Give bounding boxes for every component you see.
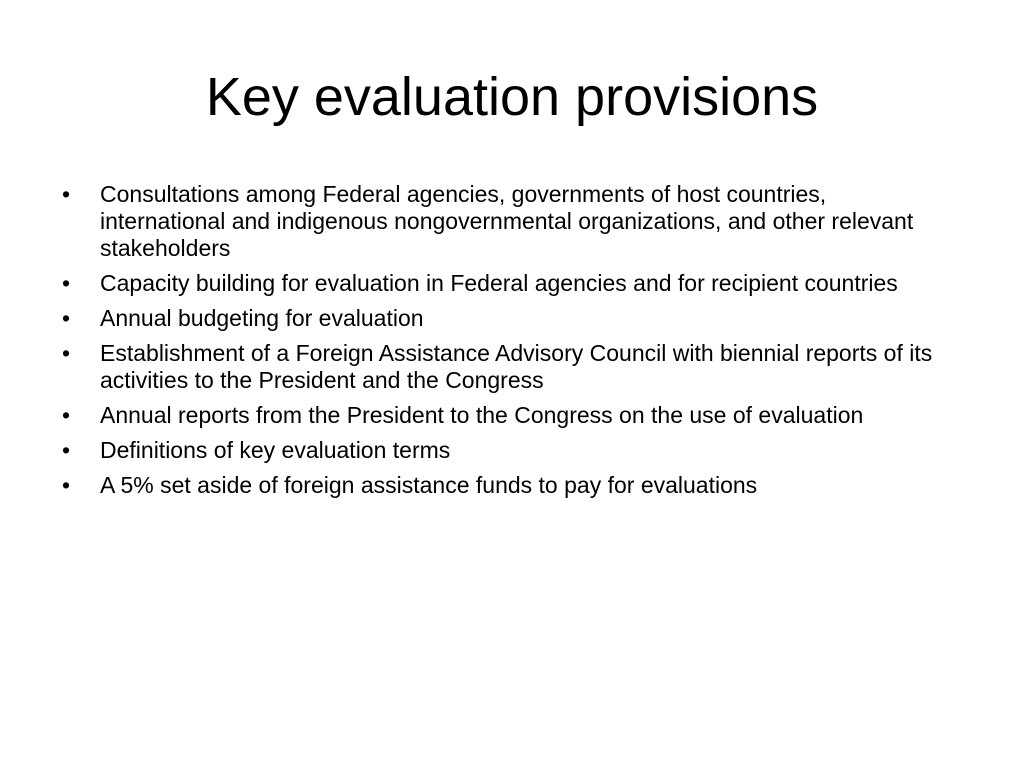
bullet-text: Annual reports from the President to the Congress on the use of evaluation (100, 402, 864, 428)
bullet-mark: • (62, 270, 71, 296)
bullet-item (54, 305, 954, 332)
bullet-mark: • (62, 305, 71, 331)
bullet-item (54, 472, 954, 499)
bullet-text: Definitions of key evaluation terms (100, 437, 451, 463)
bullet-text: Consultations among Federal agencies, governments of host countries, international and indigenous nongovernmental organizations, and other relevant stakeholders (100, 181, 914, 261)
bullet-mark: • (62, 472, 71, 498)
bullet-text: Annual budgeting for evaluation (100, 305, 424, 331)
bullet-text: Capacity building for evaluation in Federal agencies and for recipient countries (100, 270, 898, 296)
bullet-item (54, 437, 954, 464)
bullet-text: Establishment of a Foreign Assistance Advisory Council with biennial reports of its activities to the President and the Congress (100, 340, 933, 393)
bullet-mark: • (62, 402, 71, 428)
bullet-mark: • (62, 437, 71, 463)
bullet-item (54, 181, 954, 262)
bullet-list (54, 181, 954, 507)
bullet-mark: • (62, 340, 71, 366)
slide-title: Key evaluation provisions (205, 67, 819, 127)
bullet-text: A 5% set aside of foreign assistance funds to pay for evaluations (100, 472, 758, 498)
bullet-mark: • (62, 181, 71, 207)
bullet-item (54, 340, 954, 394)
bullet-item (54, 270, 954, 297)
bullet-item (54, 402, 954, 429)
